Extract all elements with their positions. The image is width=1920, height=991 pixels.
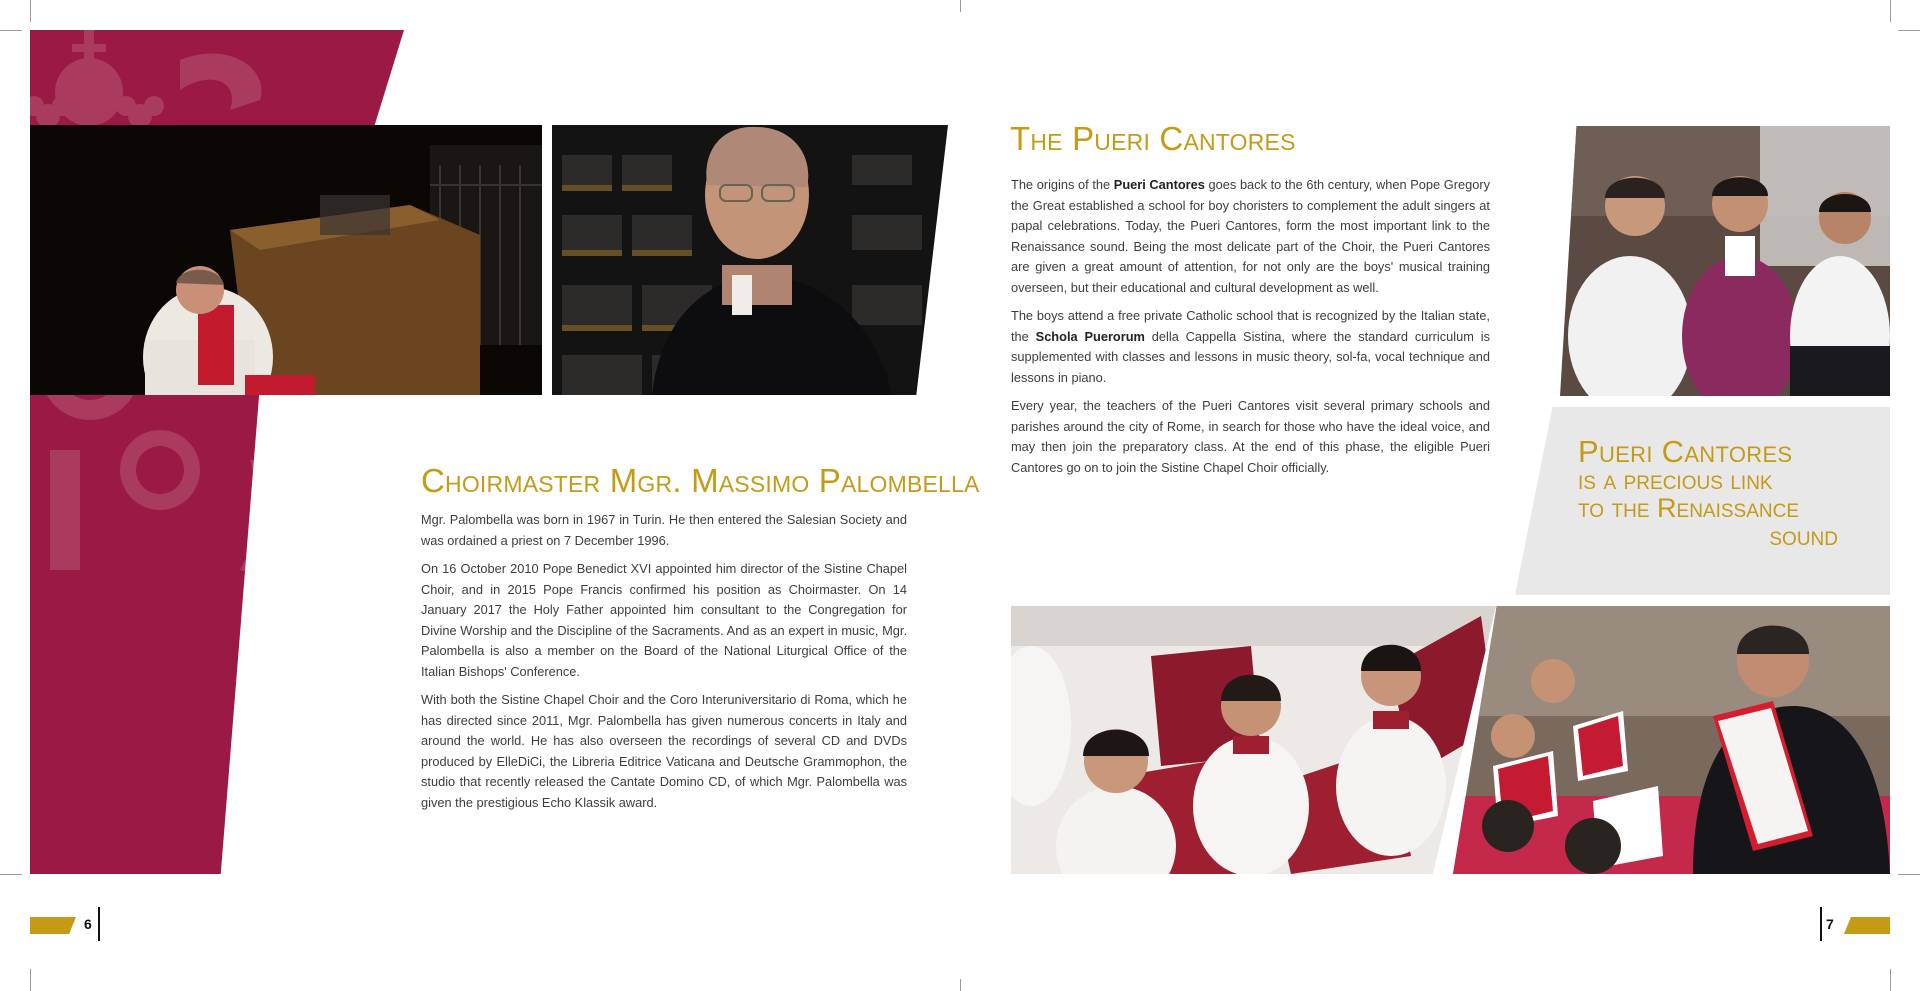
text-span: The origins of the bbox=[1011, 177, 1114, 192]
page-number-left: 6 bbox=[84, 916, 92, 932]
bold-term-schola-puerorum: Schola Puerorum bbox=[1035, 328, 1145, 344]
crop-mark bbox=[0, 874, 22, 875]
quote-line-2: is a precious link bbox=[1578, 465, 1773, 495]
text-span: della Cappella Sistina, where the standard curriculum is supplemented with classes and lessons in music theory, sol-fa, vocal technique and lessons in piano. bbox=[1011, 328, 1490, 385]
crop-mark bbox=[960, 979, 961, 991]
crop-mark bbox=[0, 30, 22, 31]
page-number-divider bbox=[98, 907, 100, 941]
choirmaster-bio bbox=[421, 510, 907, 821]
pueri-cantores-text bbox=[1011, 175, 1490, 486]
bio-paragraph-2: On 16 October 2010 Pope Benedict XVI appointed him director of the Sistine Chapel Choir, and in 2015 Pope Francis confirmed his position as Choirmaster. On 14 January 2017 the Holy Father appointed him consultant to the Congregation for Divine Worship and the Discipline of the Sacraments. And as an expert in music, Mgr. Palombella is also a member on the Board of the National Liturgical Office of the Italian Bishops' Conference. bbox=[421, 561, 907, 679]
quote-line-1: Pueri Cantores bbox=[1578, 434, 1793, 469]
crop-mark bbox=[1898, 874, 1920, 875]
crop-mark bbox=[960, 0, 961, 12]
choirmaster-heading: Choirmaster Mgr. Massimo Palombella bbox=[421, 462, 980, 499]
crop-mark bbox=[1898, 30, 1920, 31]
bio-paragraph-3: With both the Sistine Chapel Choir and the Coro Interuniversitario di Roma, which he has directed since 2011, Mgr. Palombella has given numerous concerts in Italy and around the world. He has also overseen the recordings of several CD and DVDs produced by ElleDiCi, the Libreria Editrice Vaticana and Deutsche Grammophon, the studio that recently released the Cantate Domino CD, of which Mgr. Palombella was given the prestigious Echo Klassik award. bbox=[421, 692, 907, 810]
crop-mark bbox=[30, 969, 31, 991]
crop-mark bbox=[1890, 0, 1891, 22]
choir-singing-photo bbox=[1011, 606, 1496, 874]
crop-mark bbox=[1890, 969, 1891, 991]
pueri-paragraph-2 bbox=[1011, 306, 1490, 388]
quote-line-4: sound bbox=[1769, 521, 1838, 551]
portrait-photo bbox=[552, 125, 948, 395]
choir-director-photo bbox=[1453, 606, 1890, 874]
pueri-paragraph-3: Every year, the teachers of the Pueri Cantores visit several primary schools and parishes around the city of Rome, in search for those who have the ideal voice, and may then join the preparatory class. At the end of this phase, the eligible Pueri Cantores go on to join the Sistine Chapel Choir officially. bbox=[1011, 398, 1490, 475]
page-number-divider bbox=[1820, 907, 1822, 941]
text-span: The boys attend a free private Catholic school that is recognized by the Italian state, the bbox=[1011, 308, 1490, 344]
pull-quote bbox=[1578, 434, 1838, 551]
text-span: goes back to the 6th century, when Pope Gregory the Great established a school for boy choristers to complement the adult singers at papal celebrations. Today, the Pueri Cantores, form the most important link to the Renaissance sound. Being the most delicate part of the Choir, the Pueri Cantores are given a great amount of attention, for not only are the boys' musical training overseen, but their educational and cultural development as well. bbox=[1011, 177, 1490, 295]
pueri-cantores-heading: The Pueri Cantores bbox=[1010, 120, 1296, 157]
page-tab-right bbox=[1844, 917, 1890, 934]
choir-boys-photo bbox=[1560, 126, 1890, 396]
crop-mark bbox=[30, 0, 31, 22]
bio-paragraph-1: Mgr. Palombella was born in 1967 in Turin. He then entered the Salesian Society and was ordained a priest on 7 December 1996. bbox=[421, 512, 907, 548]
pueri-paragraph-1 bbox=[1011, 175, 1490, 298]
page-tab-left bbox=[30, 917, 76, 934]
bold-term-pueri-cantores: Pueri Cantores bbox=[1113, 177, 1205, 192]
quote-line-3: to the Renaissance bbox=[1578, 493, 1800, 523]
organist-photo bbox=[30, 125, 542, 395]
page-number-right: 7 bbox=[1826, 916, 1834, 932]
